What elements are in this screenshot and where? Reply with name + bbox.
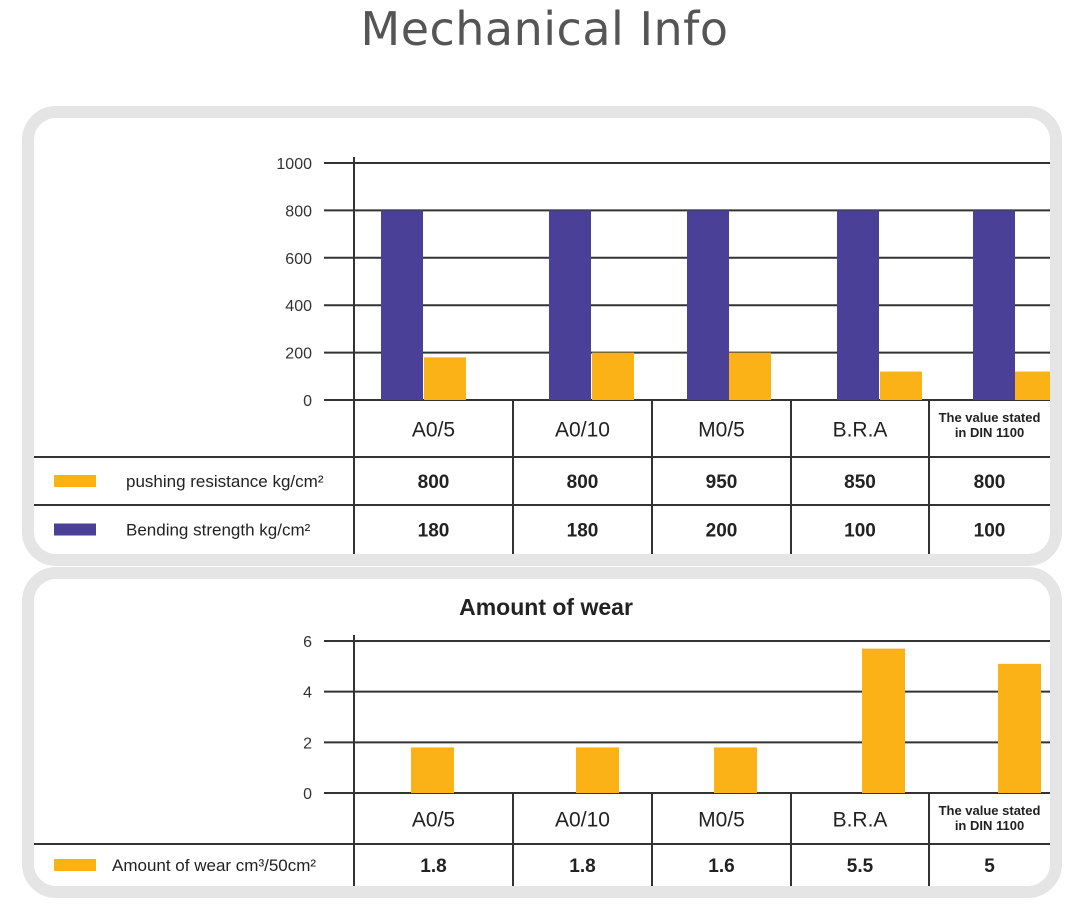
bar-bending-strength [549,210,591,400]
category-label: B.R.A [832,808,888,832]
y-tick-label: 6 [303,634,312,651]
mechanical-chart-panel [22,106,1062,566]
table-value: 850 [844,472,876,493]
bar-pushing-resistance [880,372,922,400]
bar-pushing-resistance [424,357,466,400]
y-tick-label: 600 [285,250,312,268]
category-label: A0/5 [411,418,456,442]
bar-amount-of-wear [411,747,454,793]
table-value: 5.5 [846,856,874,877]
table-value: 950 [705,472,738,493]
bar-bending-strength [973,210,1015,400]
y-tick-label: 800 [285,203,312,221]
y-tick-label: 0 [303,393,312,410]
bar-pushing-resistance [592,353,634,400]
mechanical-chart [34,118,1050,554]
table-value: 800 [566,472,599,493]
bar-amount-of-wear [998,664,1041,793]
category-label: The value stated in DIN 1100 [938,803,1041,833]
category-label: The value stated in DIN 1100 [938,410,1041,440]
y-tick-label: 2 [303,735,312,753]
category-label: M0/5 [698,418,745,442]
chart-title: Amount of wear [459,594,633,620]
category-label: A0/10 [555,418,610,442]
bar-amount-of-wear [576,747,619,793]
y-tick-label: 200 [285,345,312,363]
table-value: 800 [417,472,450,493]
category-label: A0/5 [411,808,456,832]
legend-swatch [54,859,96,871]
legend-swatch [54,475,96,487]
table-value: 180 [417,520,450,542]
legend-swatch [54,524,96,536]
wear-chart [34,579,1050,886]
bar-bending-strength [381,210,423,400]
bar-amount-of-wear [862,649,905,793]
table-value: 1.8 [420,856,447,877]
category-label: A0/10 [555,808,610,832]
legend-label: Amount of wear cm³/50cm² [112,856,317,875]
category-label: B.R.A [832,418,888,442]
bar-pushing-resistance [1015,372,1050,400]
table-value: 5 [984,856,995,877]
table-value: 1.8 [569,856,596,877]
bar-pushing-resistance [729,353,771,400]
legend-label: pushing resistance kg/cm² [126,472,324,491]
y-tick-label: 4 [303,684,312,702]
bar-bending-strength [687,210,729,400]
table-value: 100 [973,520,1006,542]
y-tick-label: 0 [303,786,312,803]
table-value: 800 [973,472,1006,493]
wear-chart-panel [22,567,1062,898]
legend-label: Bending strength kg/cm² [126,520,311,540]
bar-amount-of-wear [714,747,757,793]
y-tick-label: 1000 [276,156,312,173]
table-value: 100 [844,520,876,542]
y-tick-label: 400 [285,298,312,316]
page-title: Mechanical Info [360,2,729,56]
category-label: M0/5 [698,808,745,832]
table-value: 200 [705,520,738,542]
bar-bending-strength [837,210,879,400]
table-value: 180 [566,520,599,542]
table-value: 1.6 [708,856,735,877]
